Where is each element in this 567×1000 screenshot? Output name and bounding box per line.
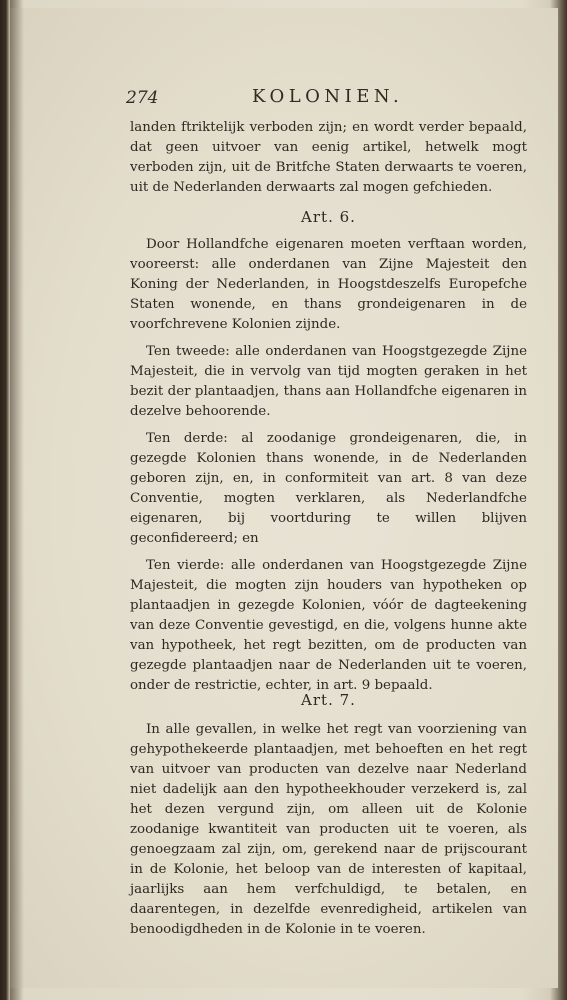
binding-gutter xyxy=(10,0,24,1000)
article-6-heading: Art. 6. xyxy=(301,208,356,226)
page-header xyxy=(126,86,526,112)
paragraph-ten-derde: Ten derde: al zoodanige grondeigenaren, die, in gezegde Kolonien thans wonende, in de Nederlanden geboren zijn, en, in conformiteit van art. 8 van deze Conventie, mogten verklaren, als Nederlandfche eigenaren, bij voortduring te willen blijven geconfidereerd; en xyxy=(130,431,527,546)
paragraph-continuation: landen ftriktelijk verboden zijn; en wordt verder bepaald, dat geen uitvoer van eenig artikel, hetwelk mogt verboden zijn, uit de Britfche Staten derwaarts te voeren, uit de Nederlanden derwaarts zal mogen gefchieden. xyxy=(130,120,527,195)
page-body xyxy=(130,118,527,940)
paragraph-article-7: In alle gevallen, in welke het regt van voorziening van gehypothekeerde plantaadjen, met behoeften en het regt van uitvoer van producten van dezelve naar Nederland niet dadelijk aan den hypotheekhouder verzekerd is, zal het dezen vergund zijn, om alleen uit de Kolonie zoodanige kwantiteit van producten uit te voeren, als genoegzaam zal zijn, om, gerekend naar de prijscourant in de Kolonie, het beloop van de interesten of kapitaal, jaarlijks aan hem verfchuldigd, te betalen, en daarentegen, in dezelfde evenredigheid, artikelen van benoodigdheden in de Kolonie in te voeren. xyxy=(130,722,527,937)
running-title: KOLONIEN. xyxy=(252,86,404,107)
paragraph-ten-vierde: Ten vierde: alle onderdanen van Hoogstgezegde Zijne Majesteit, die mogten zijn houders van hypotheken op plantaadjen in gezegde Kolonien, vóór de dagteekening van deze Conventie gevestigd, en die, volgens hunne akte van hypotheek, het regt bezitten, om de producten van gezegde plantaadjen naar de Nederlanden uit te voeren, onder de restrictie, echter, in art. 9 bepaald. xyxy=(130,558,527,693)
paragraph-owners-definition: Door Hollandfche eigenaren moeten verftaan worden, vooreerst: alle onderdanen van Zijne Majesteit den Koning der Nederlanden, in Hoogstdeszelfs Europefche Staten wonende, en thans grondeigenaren in de voorfchrevene Kolonien zijnde. xyxy=(130,237,527,332)
page-number: 274 xyxy=(126,88,159,108)
paragraph-ten-tweede: Ten tweede: alle onderdanen van Hoogstgezegde Zijne Majesteit, die in vervolg van tijd mogten geraken in het bezit der plantaadjen, thans aan Hollandfche eigenaren in dezelve behoorende. xyxy=(130,344,527,419)
article-7-heading: Art. 7. xyxy=(301,691,356,709)
